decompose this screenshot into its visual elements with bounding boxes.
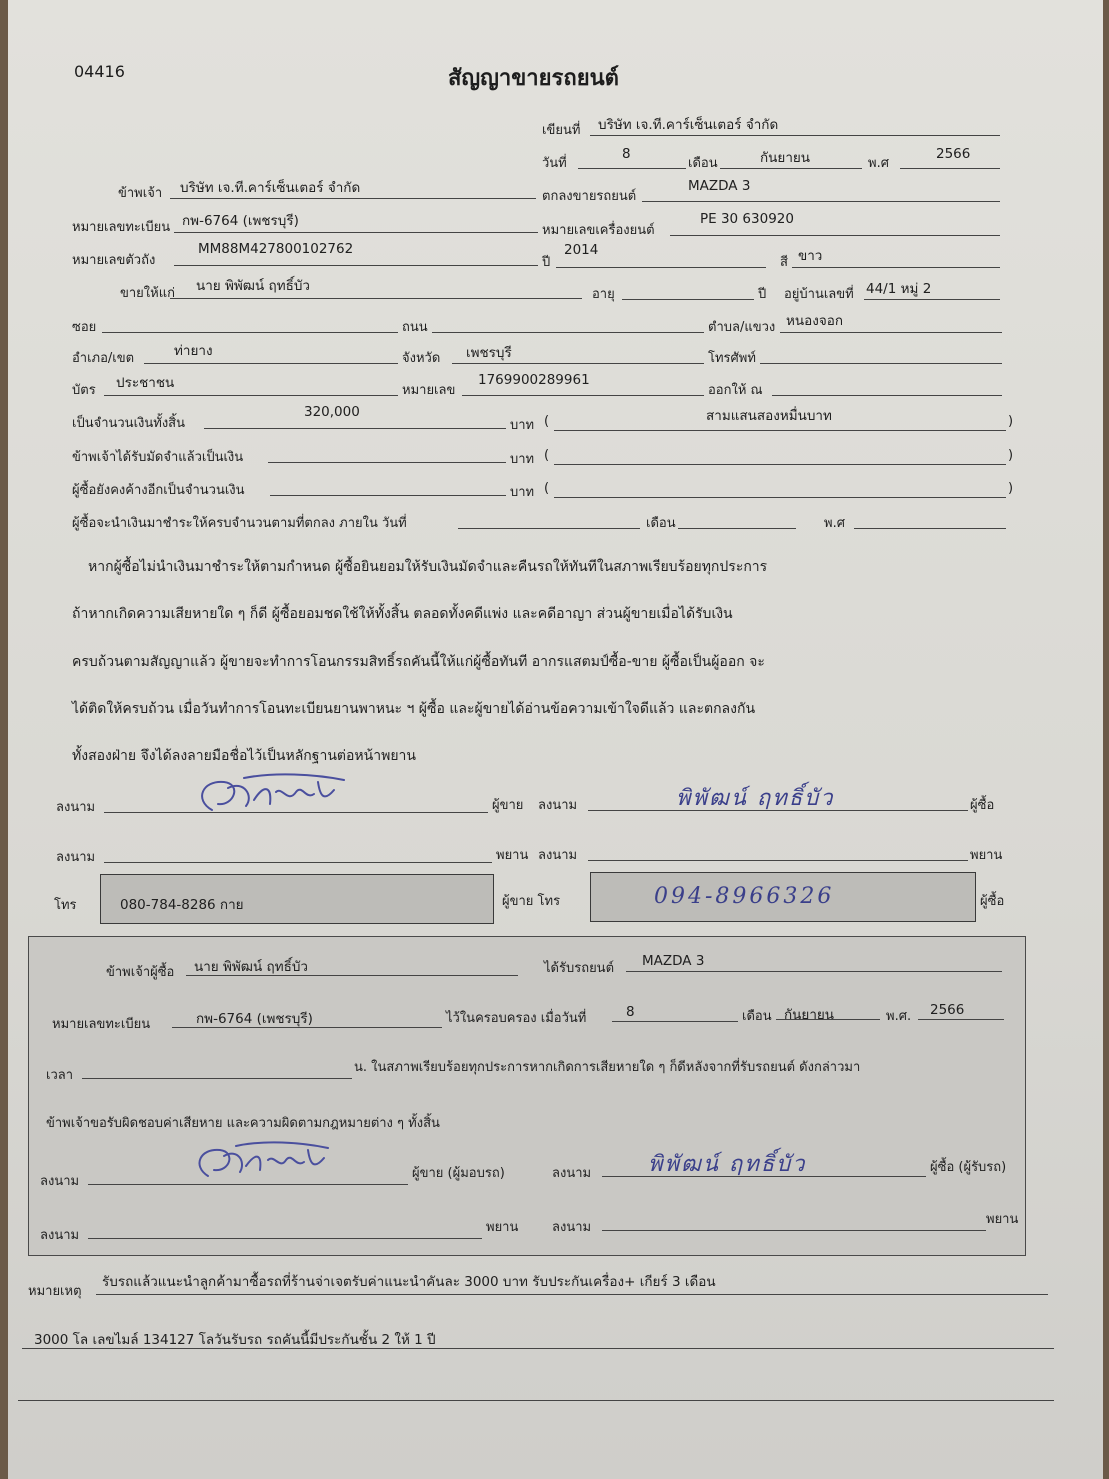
terms-line-3: ครบถ้วนตามสัญญาแล้ว ผู้ขายจะทำการโอนกรรมสิทธิ์รถคันนี้ให้แก่ผู้ซื้อทันที อากรแสตมป์ซื้อ-ขาย ผู้ซื้อเป็นผู้ออก จะ: [72, 654, 765, 670]
terms-line-2: ถ้าหากเกิดความเสียหายใด ๆ ก็ดี ผู้ซื้อยอมชดใช้ให้ทั้งสิ้น ตลอดทั้งคดีแพ่ง และคดีอาญา ส่วนผู้ขายเมื่อได้รับเงิน: [72, 606, 733, 622]
deposit-label: ข้าพเจ้าได้รับมัดจำแล้วเป็นเงิน: [72, 450, 244, 465]
total-words-line: [554, 430, 1006, 431]
receipt-year-line: [918, 1019, 1004, 1020]
total-line: [204, 428, 506, 429]
receipt-buyer-name[interactable]: นาย พิพัฒน์ ฤทธิ์บัว: [194, 959, 308, 975]
due-month-line: [678, 528, 796, 529]
subdistrict-label: ตำบล/แขวง: [708, 320, 776, 335]
district-line: [144, 363, 398, 364]
chassis-value[interactable]: MM88M427800102762: [198, 241, 354, 257]
buyer-role-label: ผู้ซื้อ: [970, 798, 995, 813]
receipt-witness2-sign-label: ลงนาม: [552, 1220, 592, 1235]
seller-name[interactable]: บริษัท เจ.ที.คาร์เซ็นเตอร์ จำกัด: [180, 180, 361, 196]
seller-signature: [184, 770, 354, 818]
terms-line-5: ทั้งสองฝ่าย จึงได้ลงลายมือชื่อไว้เป็นหลักฐานต่อหน้าพยาน: [72, 748, 416, 764]
receipt-buyer-role-label: ผู้ซื้อ (ผู้รับรถ): [930, 1160, 1007, 1175]
engine-value[interactable]: PE 30 630920: [700, 211, 794, 227]
receipt-day-line: [612, 1021, 738, 1022]
due-label: ผู้ซื้อจะนำเงินมาชำระให้ครบจำนวนตามที่ตกลง ภายใน วันที่: [72, 516, 407, 531]
witness2-sign-line: [588, 860, 968, 861]
receipt-car-line: [626, 971, 1002, 972]
note-line-2[interactable]: 3000 โล เลขไมล์ 134127 โลวันรับรถ รถคันนี้มีประกันชั้น 2 ให้ 1 ปี: [34, 1332, 436, 1348]
seller-sign-label: ลงนาม: [56, 800, 96, 815]
remaining-open-paren: (: [544, 481, 550, 496]
soi-line: [102, 332, 398, 333]
total-baht-label: บาท: [510, 418, 535, 433]
note-label: หมายเหตุ: [28, 1284, 82, 1299]
province-line: [452, 363, 704, 364]
month-value[interactable]: กันยายน: [760, 150, 811, 166]
witness1-sign-line: [104, 862, 492, 863]
written-at-line: [590, 135, 1000, 136]
phone-line: [760, 363, 1002, 364]
color-line: [792, 267, 1000, 268]
receipt-month-label: เดือน: [742, 1009, 772, 1024]
due-year-line: [854, 528, 1006, 529]
year-line: [900, 168, 1000, 169]
engine-line: [670, 235, 1000, 236]
id-label: หมายเลข: [402, 383, 456, 398]
total-open-paren: (: [544, 414, 550, 429]
total-close-paren: ): [1008, 414, 1014, 429]
terms-line-1: หากผู้ซื้อไม่นำเงินมาชำระให้ตามกำหนด ผู้ซื้อยินยอมให้รับเงินมัดจำและคืนรถให้ทันทีในสภาพเรียบร้อยทุกประการ: [88, 559, 768, 575]
receipt-seller-signature: [184, 1140, 334, 1184]
receipt-witness2-sign-line: [602, 1230, 986, 1231]
receipt-buyer-sign-label: ลงนาม: [552, 1166, 592, 1181]
receipt-time-label: เวลา: [46, 1068, 74, 1083]
receipt-liability-text: ข้าพเจ้าขอรับผิดชอบค่าเสียหาย และความผิดตามกฎหมายต่าง ๆ ทั้งสิ้น: [46, 1116, 440, 1131]
province-label: จังหวัด: [402, 351, 441, 366]
color-value[interactable]: ขาว: [798, 248, 823, 264]
total-value[interactable]: 320,000: [304, 404, 360, 420]
day-value[interactable]: 8: [622, 146, 631, 162]
seller-phone-role-label: ผู้ขาย โทร: [502, 894, 561, 909]
car-value[interactable]: MAZDA 3: [688, 178, 751, 194]
witness2-sign-label: ลงนาม: [538, 848, 578, 863]
deposit-line: [268, 462, 506, 463]
deposit-baht-label: บาท: [510, 452, 535, 467]
receipt-buyer-signature: พิพัฒน์ ฤทธิ์บัว: [648, 1152, 807, 1177]
receipt-witness1-sign-line: [88, 1238, 482, 1239]
document-title: สัญญาขายรถยนต์: [448, 66, 619, 91]
chassis-label: หมายเลขตัวถัง: [72, 253, 156, 268]
chassis-line: [174, 265, 538, 266]
district-value[interactable]: ท่ายาง: [174, 343, 213, 359]
due-day-line: [458, 528, 640, 529]
document-number: 04416: [74, 62, 125, 81]
issued-label: ออกให้ ณ: [708, 383, 763, 398]
buyer-line: [170, 298, 582, 299]
date-label: วันที่: [542, 156, 567, 171]
remaining-label: ผู้ซื้อยังคงค้างอีกเป็นจำนวนเงิน: [72, 483, 245, 498]
total-words-value[interactable]: สามแสนสองหมื่นบาท: [706, 408, 832, 424]
buyer-phone-role-label: ผู้ซื้อ: [980, 894, 1005, 909]
vehicle-year-label: ปี: [542, 255, 551, 270]
receipt-seller-sign-line: [88, 1184, 408, 1185]
phone-label: โทรศัพท์: [708, 351, 756, 366]
seller-phone-value[interactable]: 080-784-8286 กาย: [120, 897, 244, 913]
written-at-label: เขียนที่: [542, 123, 581, 138]
buyer-sign-label: ลงนาม: [538, 798, 578, 813]
year-label: พ.ศ: [868, 156, 889, 171]
vehicle-year-value[interactable]: 2014: [564, 242, 599, 258]
house-label: อยู่บ้านเลขที่: [784, 287, 854, 302]
witness1-role-label: พยาน: [496, 848, 529, 863]
receipt-time-line: [82, 1078, 352, 1079]
remaining-close-paren: ): [1008, 481, 1014, 496]
total-label: เป็นจำนวนเงินทั้งสิ้น: [72, 416, 185, 431]
receipt-witness1-role-label: พยาน: [486, 1220, 519, 1235]
house-line: [864, 299, 1000, 300]
buyer-name[interactable]: นาย พิพัฒน์ ฤทธิ์บัว: [196, 278, 310, 294]
note-line-1[interactable]: รับรถแล้วแนะนำลูกค้ามาซื้อรถที่ร้านจ่าเจตรับค่าแนะนำคันละ 3000 บาท รับประกันเครื่อง+ เกียร์ 3 เดือน: [102, 1274, 716, 1290]
seller-phone-label: โทร: [54, 898, 77, 913]
reg-label: หมายเลขทะเบียน: [72, 220, 171, 235]
age-label: อายุ: [592, 287, 615, 302]
year-value[interactable]: 2566: [936, 146, 971, 162]
card-line: [104, 395, 398, 396]
remaining-line: [270, 495, 506, 496]
subdistrict-line: [780, 332, 1002, 333]
receipt-possess-label: ไว้ในครอบครอง เมื่อวันที่: [446, 1011, 587, 1026]
agree-sell-label: ตกลงขายรถยนต์: [542, 189, 637, 204]
province-value[interactable]: เพชรบุรี: [466, 345, 512, 361]
receipt-month-value[interactable]: กันยายน: [784, 1007, 835, 1023]
due-month-label: เดือน: [646, 516, 676, 531]
receipt-year-label: พ.ศ.: [886, 1009, 912, 1024]
seller-role-label: ผู้ขาย: [492, 798, 524, 813]
card-label: บัตร: [72, 383, 96, 398]
issued-line: [772, 395, 1002, 396]
receipt-year-value[interactable]: 2566: [930, 1002, 965, 1018]
deposit-open-paren: (: [544, 448, 550, 463]
receipt-seller-sign-label: ลงนาม: [40, 1174, 80, 1189]
note-line-1-rule: [96, 1294, 1048, 1295]
day-line: [578, 168, 686, 169]
receipt-received-label: ได้รับรถยนต์: [544, 961, 615, 976]
seller-line: [170, 198, 536, 199]
receipt-day-value[interactable]: 8: [626, 1004, 635, 1020]
deposit-close-paren: ): [1008, 448, 1014, 463]
buyer-signature: พิพัฒน์ ฤทธิ์บัว: [676, 786, 835, 811]
terms-line-4: ได้ติดให้ครบถ้วน เมื่อวันทำการโอนทะเบียนยานพาหนะ ฯ ผู้ซื้อ และผู้ขายได้อ่านข้อความเข้าใจดีแล้ว และตกลงกัน: [72, 701, 756, 717]
soi-label: ซอย: [72, 320, 97, 335]
house-value[interactable]: 44/1 หมู่ 2: [866, 281, 932, 297]
witness2-role-label: พยาน: [970, 848, 1003, 863]
receipt-witness2-role-label: พยาน: [986, 1212, 1019, 1227]
remaining-baht-label: บาท: [510, 485, 535, 500]
color-label: สี: [780, 255, 788, 270]
seller-label: ข้าพเจ้า: [118, 186, 163, 201]
contract-paper: [8, 0, 1103, 1479]
engine-label: หมายเลขเครื่องยนต์: [542, 223, 655, 238]
receipt-time-text: น. ในสภาพเรียบร้อยทุกประการหากเกิดการเสียหายใด ๆ ก็ดีหลังจากที่รับรถยนต์ ดังกล่าวมา: [354, 1060, 861, 1075]
card-value[interactable]: ประชาชน: [116, 375, 175, 391]
receipt-car-value[interactable]: MAZDA 3: [642, 953, 705, 969]
vehicle-year-line: [556, 267, 766, 268]
witness1-sign-label: ลงนาม: [56, 850, 96, 865]
note-line-3-rule: [18, 1400, 1054, 1401]
receipt-buyer-label: ข้าพเจ้าผู้ซื้อ: [106, 965, 175, 980]
receipt-reg-label: หมายเลขทะเบียน: [52, 1017, 151, 1032]
reg-value[interactable]: กพ-6764 (เพชรบุรี): [182, 213, 299, 229]
reg-line: [174, 232, 538, 233]
receipt-reg-value[interactable]: กพ-6764 (เพชรบุรี): [196, 1011, 313, 1027]
id-line: [462, 395, 704, 396]
sell-to-label: ขายให้แก่: [120, 286, 175, 301]
month-line: [720, 168, 862, 169]
receipt-witness1-sign-label: ลงนาม: [40, 1228, 80, 1243]
remaining-words-line: [554, 497, 1006, 498]
road-label: ถนน: [402, 320, 428, 335]
deposit-words-line: [554, 464, 1006, 465]
age-years-label: ปี: [758, 287, 767, 302]
district-label: อำเภอ/เขต: [72, 351, 135, 366]
car-line: [642, 201, 1000, 202]
buyer-phone-value[interactable]: 094-8966326: [654, 884, 835, 909]
receipt-seller-role-label: ผู้ขาย (ผู้มอบรถ): [412, 1166, 505, 1181]
receipt-panel: [28, 936, 1026, 1256]
written-at-value[interactable]: บริษัท เจ.ที.คาร์เซ็นเตอร์ จำกัด: [598, 117, 779, 133]
subdistrict-value[interactable]: หนองจอก: [786, 313, 844, 329]
age-line: [622, 299, 754, 300]
road-line: [432, 332, 704, 333]
month-label: เดือน: [688, 156, 718, 171]
due-year-label: พ.ศ: [824, 516, 845, 531]
id-value[interactable]: 1769900289961: [478, 372, 590, 388]
